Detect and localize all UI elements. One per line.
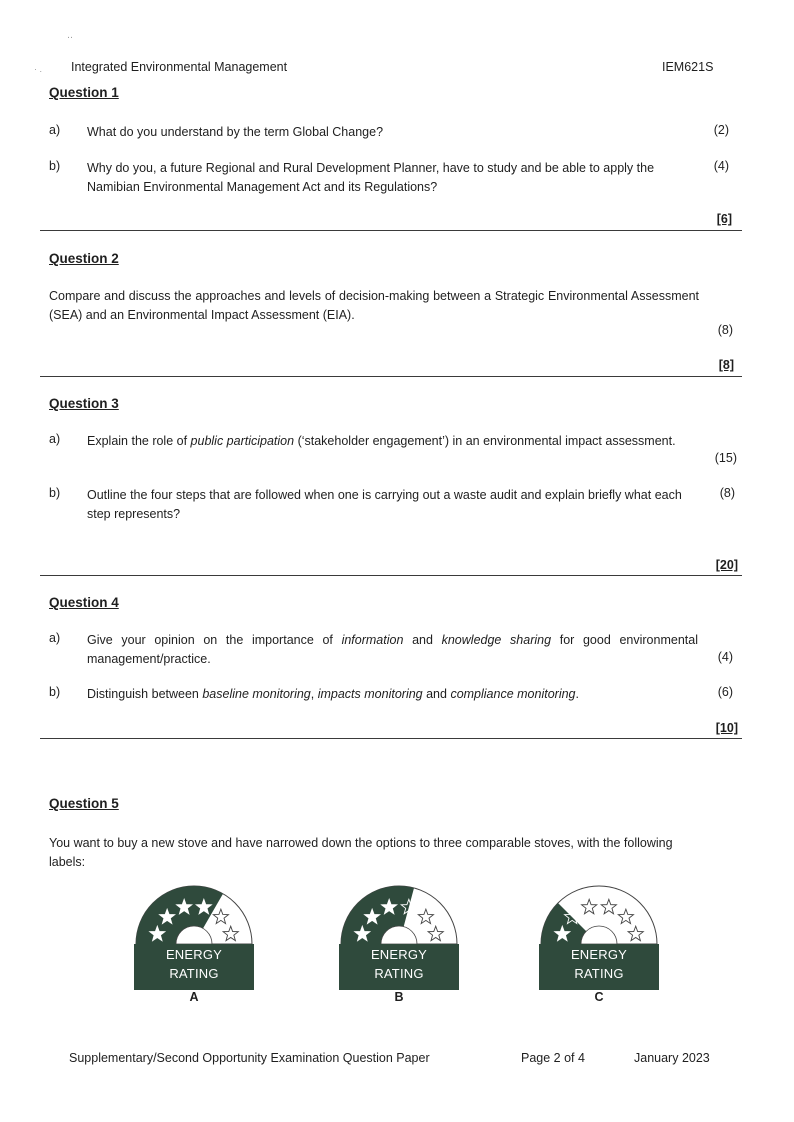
q1b-text: Why do you, a future Regional and Rural Development Planner, have to study and be able to apply the Namibian Environmental Management Act and its Regulations? xyxy=(87,161,655,194)
q1b-label: b) xyxy=(49,159,61,173)
divider xyxy=(40,230,742,231)
q3b-label: b) xyxy=(49,486,61,500)
q1b-marks: (4) xyxy=(713,159,729,173)
question-5-title: Question 5 xyxy=(49,796,119,811)
divider xyxy=(40,376,742,377)
footer-page: Page 2 of 4 xyxy=(521,1051,585,1065)
q3a-label: a) xyxy=(49,432,61,446)
q2-marks: (8) xyxy=(717,323,733,337)
q1a-marks: (2) xyxy=(713,123,729,137)
q1-total: [6] xyxy=(716,212,732,226)
q4a-label: a) xyxy=(49,631,61,645)
badge-line2: RATING xyxy=(574,966,624,981)
q4a-text: Give your opinion on the importance of information and knowledge sharing for good environmental management/practice. xyxy=(87,633,698,666)
question-4-title: Question 4 xyxy=(49,595,119,610)
q3a-text: Explain the role of public participation (‘stakeholder engagement’) in an environmental impact assessment. xyxy=(87,434,676,448)
course-code: IEM621S xyxy=(662,60,714,74)
q5-text: You want to buy a new stove and have narrowed down the options to three comparable stoves, with the following labels: xyxy=(49,836,673,869)
badge-line1: ENERGY xyxy=(570,947,628,962)
badge-line1: ENERGY xyxy=(165,947,223,962)
q3a-marks: (15) xyxy=(714,451,737,465)
question-2-title: Question 2 xyxy=(49,251,119,266)
q4b-marks: (6) xyxy=(717,685,733,699)
label-letter-b: B xyxy=(394,990,404,1004)
label-letter-c: C xyxy=(594,990,604,1004)
badge-line2: RATING xyxy=(374,966,424,981)
scan-mark: ‥ xyxy=(67,30,74,40)
question-3-title: Question 3 xyxy=(49,396,119,411)
footer-exam: Supplementary/Second Opportunity Examination Question Paper xyxy=(69,1051,430,1065)
q3a-emphasis: public participation xyxy=(190,434,295,448)
energy-label-b xyxy=(339,884,459,1014)
course-title: Integrated Environmental Management xyxy=(71,60,288,74)
q3b-marks: (8) xyxy=(719,486,735,500)
q1a-label: a) xyxy=(49,123,61,137)
scan-mark: · . xyxy=(34,64,42,74)
badge-line2: RATING xyxy=(169,966,219,981)
q4a-marks: (4) xyxy=(717,650,733,664)
divider xyxy=(40,575,742,576)
label-letter-a: A xyxy=(189,990,199,1004)
q2-total: [8] xyxy=(718,358,734,372)
q4b-text: Distinguish between baseline monitoring, impacts monitoring and compliance monitoring. xyxy=(87,687,579,701)
q3b-text: Outline the four steps that are followed when one is carrying out a waste audit and explain briefly what each step represents? xyxy=(87,488,682,521)
q4b-label: b) xyxy=(49,685,61,699)
divider xyxy=(40,738,742,739)
q4-total: [10] xyxy=(715,721,738,735)
q1a-text: What do you understand by the term Global Change? xyxy=(87,125,384,139)
question-1-title: Question 1 xyxy=(49,85,119,100)
footer-date: January 2023 xyxy=(634,1051,710,1065)
badge-line1: ENERGY xyxy=(370,947,428,962)
energy-label-a xyxy=(134,884,254,1014)
energy-label-c xyxy=(539,884,659,1014)
q3-total: [20] xyxy=(715,558,738,572)
q2-text: Compare and discuss the approaches and levels of decision-making between a Strategic Environmental Assessment (SEA) and an Environmental Impact Assessment (EIA). xyxy=(49,289,699,322)
